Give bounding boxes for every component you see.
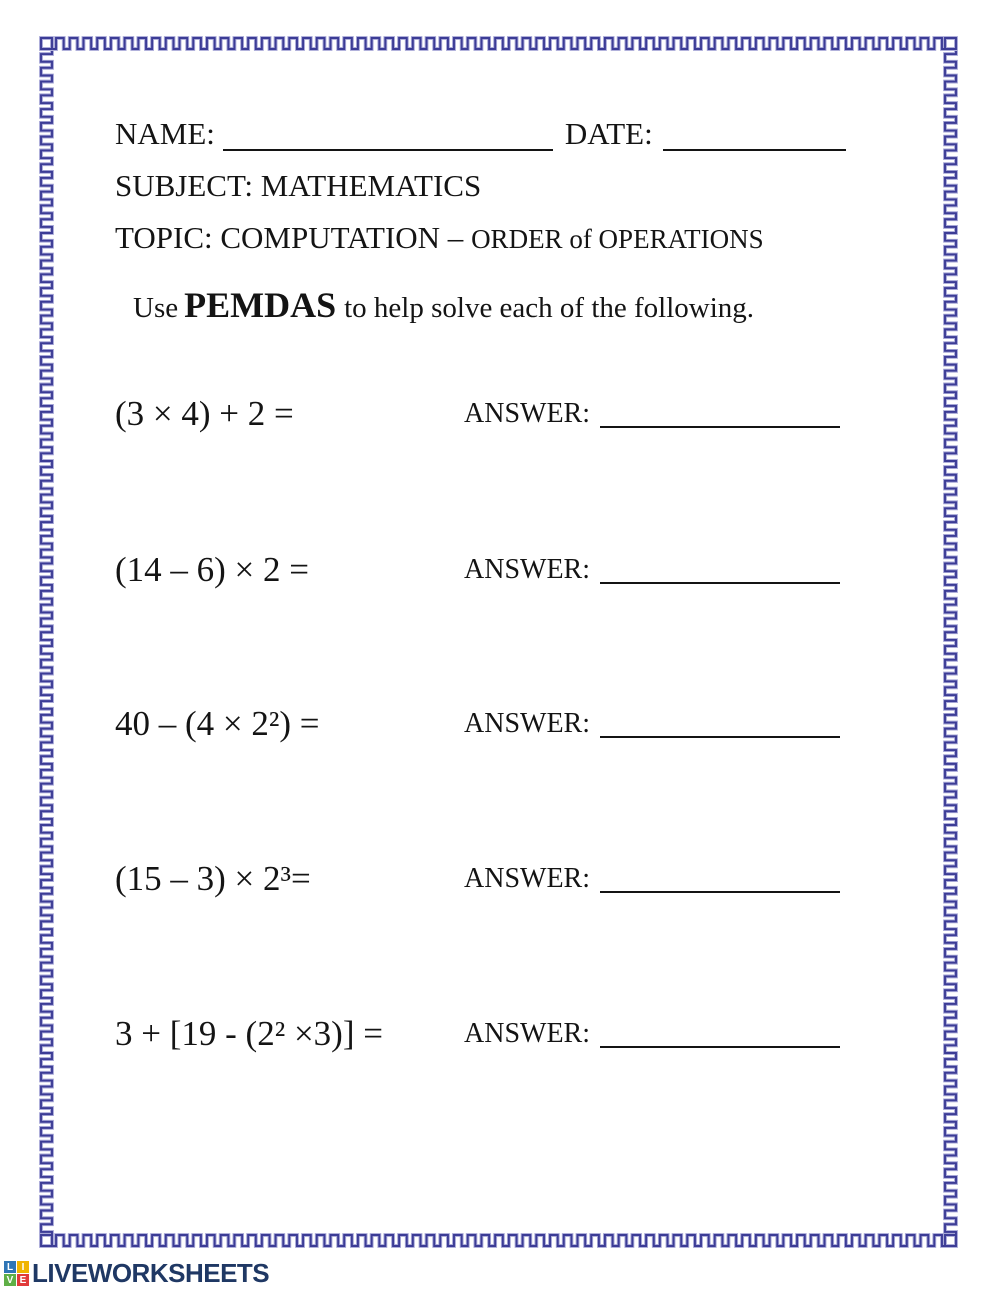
answer-area (464, 700, 840, 748)
name-date-row (115, 116, 846, 152)
answer-label: ANSWER: (464, 398, 590, 429)
answer-area (464, 855, 840, 903)
problem-row-1 (0, 390, 1000, 446)
answer-blank-line[interactable] (600, 736, 840, 738)
logo-tile-i: I (17, 1261, 29, 1273)
answer-area (464, 546, 840, 594)
answer-area (464, 1010, 840, 1058)
problem-expression: 3 + [19 - (2² ×3)] = (115, 1014, 383, 1053)
problem-row-4 (0, 855, 1000, 911)
answer-label: ANSWER: (464, 1018, 590, 1049)
answer-label: ANSWER: (464, 708, 590, 739)
topic-line (115, 220, 764, 256)
problem-expression: (15 – 3) × 2³= (115, 859, 311, 898)
liveworksheets-logo[interactable] (4, 1258, 269, 1289)
answer-label: ANSWER: (464, 554, 590, 585)
liveworksheets-logo-icon (4, 1261, 29, 1286)
liveworksheets-logo-text: LIVEWORKSHEETS (32, 1258, 270, 1288)
answer-blank-line[interactable] (600, 426, 840, 428)
subject-line: SUBJECT: MATHEMATICS (115, 168, 482, 203)
answer-blank-line[interactable] (600, 891, 840, 893)
pemdas-emphasis: PEMDAS (184, 285, 337, 325)
answer-label: ANSWER: (464, 863, 590, 894)
answer-blank-line[interactable] (600, 582, 840, 584)
topic-suffix: ORDER of OPERATIONS (471, 224, 764, 254)
problem-row-2 (0, 546, 1000, 602)
problem-expression: 40 – (4 × 2²) = (115, 704, 320, 743)
topic-label: TOPIC: COMPUTATION – (115, 220, 464, 255)
instructions-line (133, 284, 754, 326)
date-blank-line[interactable] (663, 149, 846, 151)
instructions-suffix: to help solve each of the following. (344, 292, 755, 324)
name-label: NAME: (115, 116, 215, 151)
answer-area (464, 390, 840, 438)
logo-tile-l: L (4, 1261, 16, 1273)
problem-expression: (3 × 4) + 2 = (115, 394, 294, 433)
problem-row-3 (0, 700, 1000, 756)
date-label: DATE: (564, 116, 653, 151)
answer-blank-line[interactable] (600, 1046, 840, 1048)
logo-tile-e: E (17, 1274, 29, 1286)
problem-expression: (14 – 6) × 2 = (115, 550, 310, 589)
name-blank-line[interactable] (223, 149, 553, 151)
instructions-prefix: Use (133, 292, 179, 324)
problem-row-5 (0, 1010, 1000, 1066)
logo-tile-v: V (4, 1274, 16, 1286)
